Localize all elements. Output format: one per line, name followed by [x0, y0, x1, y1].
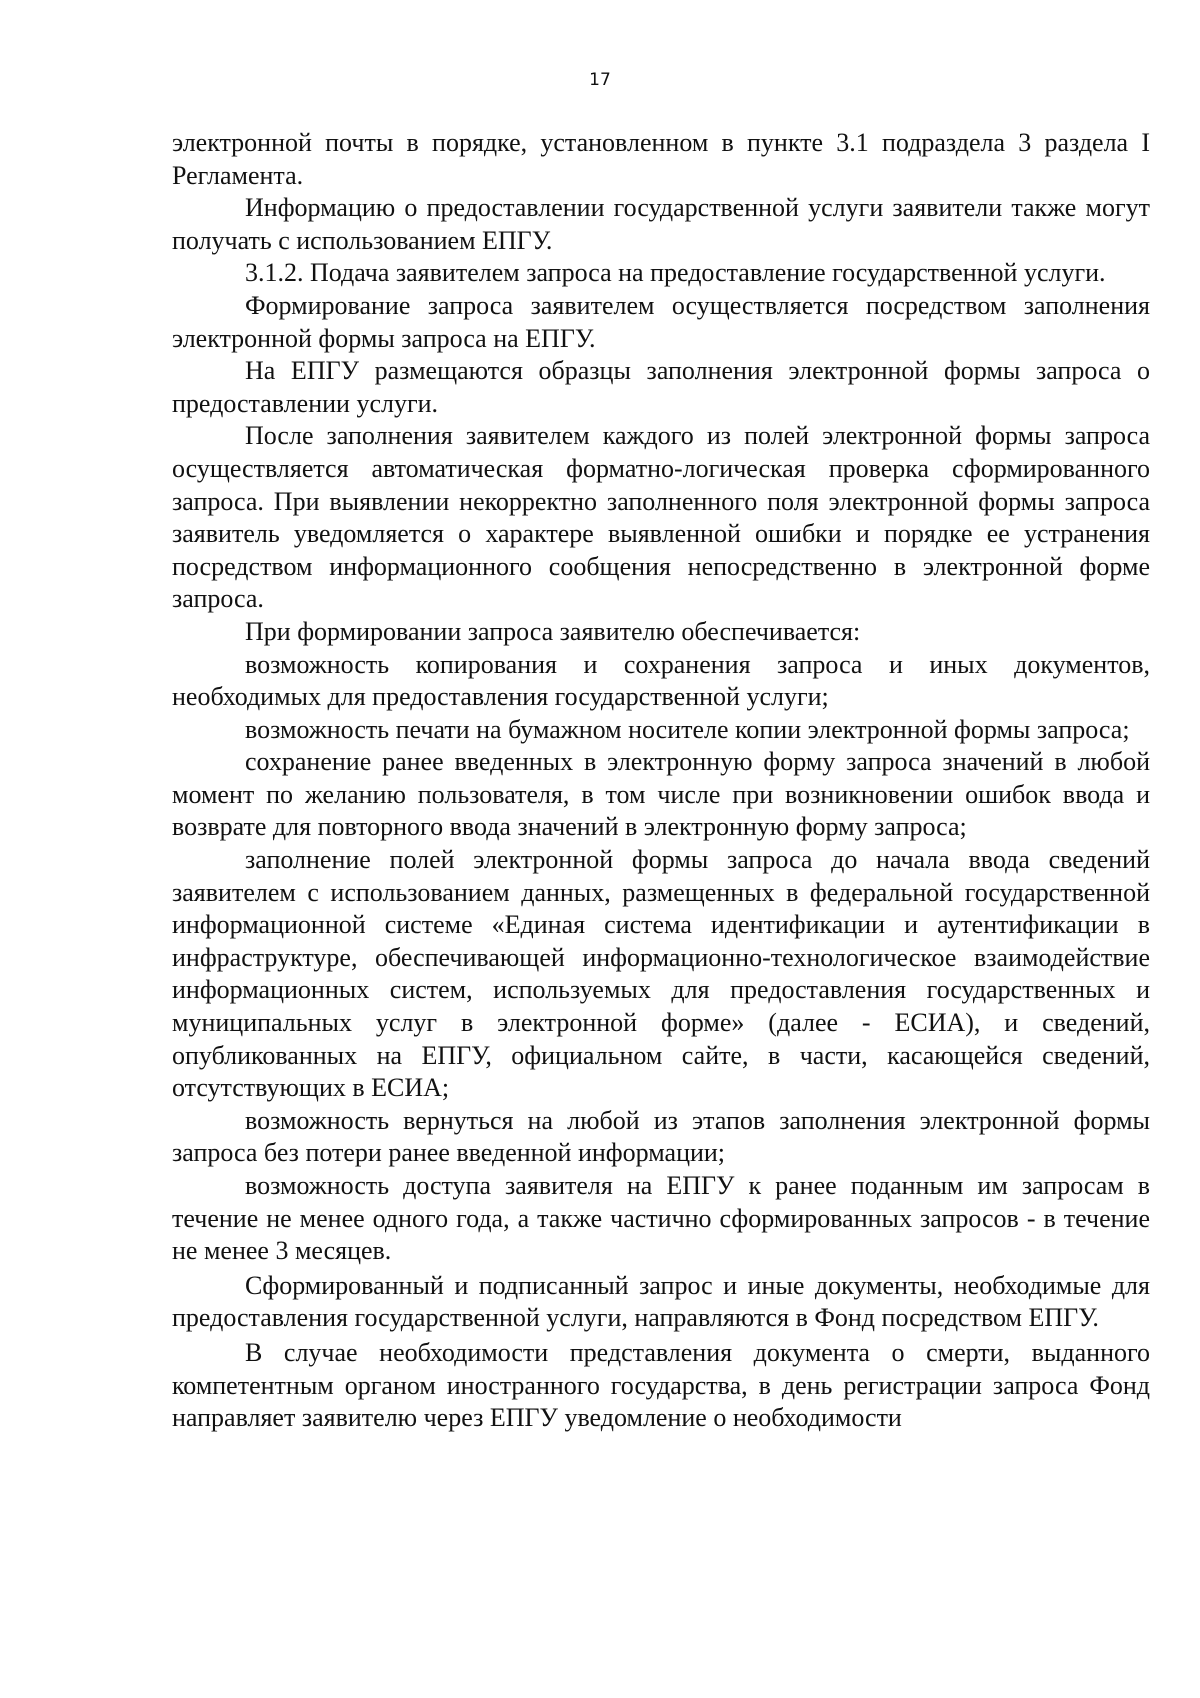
section-heading-3-1-2: 3.1.2. Подача заявителем запроса на предоставление государственной услуги. — [245, 258, 1106, 288]
page-number: 17 — [589, 70, 611, 90]
list-item-save-values: сохранение ранее введенных в электронную форму запроса значений в любой момент по желанию пользователя, в том числе при возникновении ошибок ввода и возврате для повторного ввода значений в электронную форму запроса; — [172, 747, 1150, 842]
paragraph-death-document: В случае необходимости представления документа о смерти, выданного компетентным органом иностранного государства, в день регистрации запроса Фонд направляет заявителю через ЕПГУ уведомление о необходимости — [172, 1337, 1150, 1433]
list-item-esia-prefill: заполнение полей электронной формы запроса до начала ввода сведений заявителем с использованием данных, размещенных в федеральной государственной информационной системе «Единая система идентификации и аутентификации в инфраструктуре, обеспечивающей информационно-технологическое взаимодействие информационных систем, используемых для предоставления государственных и муниципальных услуг в электронной форме» (далее - ЕСИА), и сведений, опубликованных на ЕПГУ, официальном сайте, в части, касающейся сведений, отсутствующих в ЕСИА; — [172, 845, 1150, 1103]
document-body — [172, 127, 1150, 1435]
paragraph-provided-features: При формировании запроса заявителю обеспечивается: — [245, 616, 861, 646]
list-item-return-to-step: возможность вернуться на любой из этапов заполнения электронной формы запроса без потери ранее введенной информации; — [172, 1105, 1150, 1168]
paragraph-validation: После заполнения заявителем каждого из полей электронной формы запроса осуществляется автоматическая форматно-логическая проверка сформированного запроса. При выявлении некорректно заполненного поля электронной формы запроса заявитель уведомляется о характере выявленной ошибки и порядке ее устранения посредством информационного сообщения непосредственно в электронной форме запроса. — [172, 421, 1150, 614]
list-item-print: возможность печати на бумажном носителе копии электронной формы запроса; — [245, 714, 1130, 744]
paragraph-request-formation: Формирование запроса заявителем осуществляется посредством заполнения электронной формы запроса на ЕПГУ. — [172, 290, 1150, 353]
paragraph-submission: Сформированный и подписанный запрос и иные документы, необходимые для предоставления государственной услуги, направляются в Фонд посредством ЕПГУ. — [172, 1270, 1150, 1333]
paragraph-samples: На ЕПГУ размещаются образцы заполнения электронной формы запроса о предоставлении услуги. — [172, 356, 1150, 418]
paragraph-info-epgu: Информацию о предоставлении государственной услуги заявители также могут получать с использованием ЕПГУ. — [172, 193, 1150, 255]
paragraph-continuation: электронной почты в порядке, установленном в пункте 3.1 подраздела 3 раздела I Регламента. — [172, 128, 1150, 190]
list-item-copy-save: возможность копирования и сохранения запроса и иных документов, необходимых для предоставления государственной услуги; — [172, 649, 1150, 712]
list-item-access-requests: возможность доступа заявителя на ЕПГУ к ранее поданным им запросам в течение не менее одного года, а также частично сформированных запросов - в течение не менее 3 месяцев. — [172, 1171, 1150, 1266]
